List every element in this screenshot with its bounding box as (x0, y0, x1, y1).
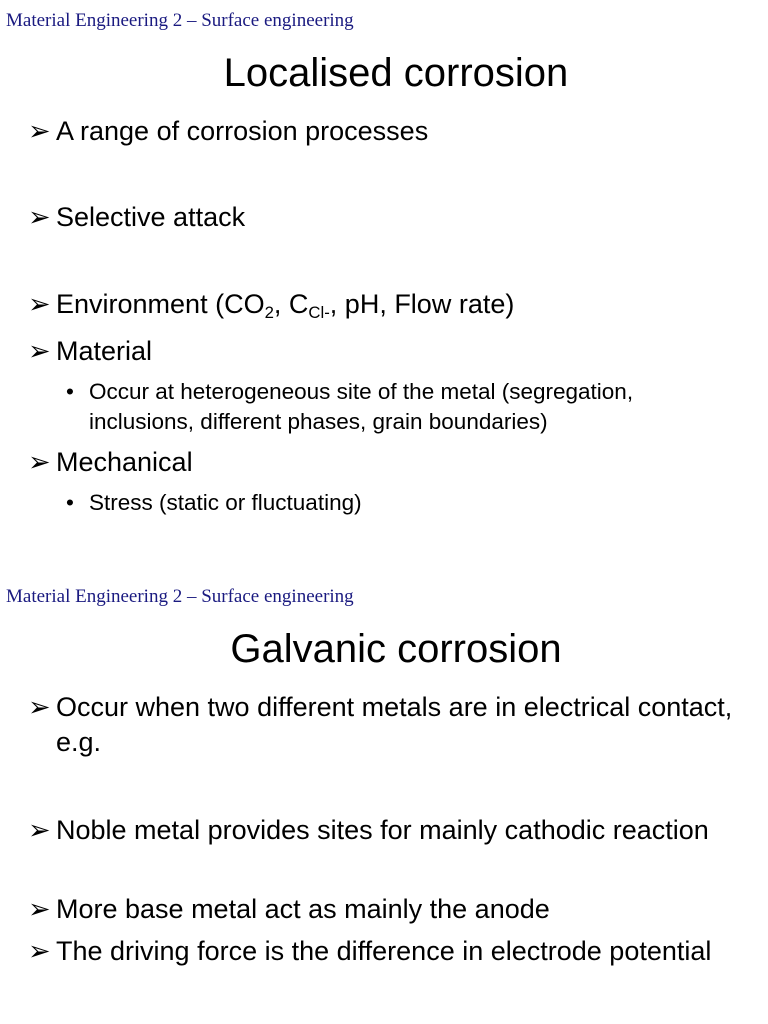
bullet-item-environment: ➢ Environment ($CO_2$, $C_{Cl-}$, pH, Flow rate) (28, 289, 515, 323)
bullet-item: ➢ Selective attack (28, 200, 748, 235)
bullet-item: ➢ Material (28, 334, 748, 369)
sub-bullet-item: • Occur at heterogeneous site of the metal (segregation, inclusions, different phases, grain boundaries) (66, 379, 634, 434)
arrow-bullet-icon: ➢ (28, 447, 51, 477)
arrow-bullet-icon: ➢ (28, 202, 51, 232)
arrow-bullet-icon: ➢ (28, 116, 51, 146)
arrow-bullet-icon: ➢ (28, 289, 51, 319)
bullet-item: ➢ Mechanical (28, 445, 748, 480)
arrow-bullet-icon: ➢ (28, 894, 51, 924)
bullet-item: ➢ Occur when two different metals are in electrical contact, e.g. (28, 692, 733, 757)
arrow-bullet-icon: ➢ (28, 815, 51, 845)
sub-bullet-item: • Stress (static or fluctuating) (66, 488, 744, 518)
bullet-item: ➢ More base metal act as mainly the anode (28, 892, 748, 927)
slide-title: Localised corrosion (223, 51, 569, 95)
slide-title: Galvanic corrosion (230, 627, 562, 671)
dot-bullet-icon: • (66, 379, 74, 404)
arrow-bullet-icon: ➢ (28, 936, 51, 966)
dot-bullet-icon: • (66, 490, 74, 515)
bullet-item: ➢ A range of corrosion processes (28, 114, 748, 149)
bullet-item: ➢ Noble metal provides sites for mainly cathodic reaction (28, 813, 748, 848)
slide-header: Material Engineering 2 – Surface engineering (6, 586, 354, 607)
slide-header: Material Engineering 2 – Surface engineering (6, 10, 354, 31)
bullet-item: ➢ The driving force is the difference in electrode potential (28, 934, 748, 969)
slide-galvanic-corrosion (0, 576, 768, 1024)
arrow-bullet-icon: ➢ (28, 336, 51, 366)
arrow-bullet-icon: ➢ (28, 692, 51, 722)
